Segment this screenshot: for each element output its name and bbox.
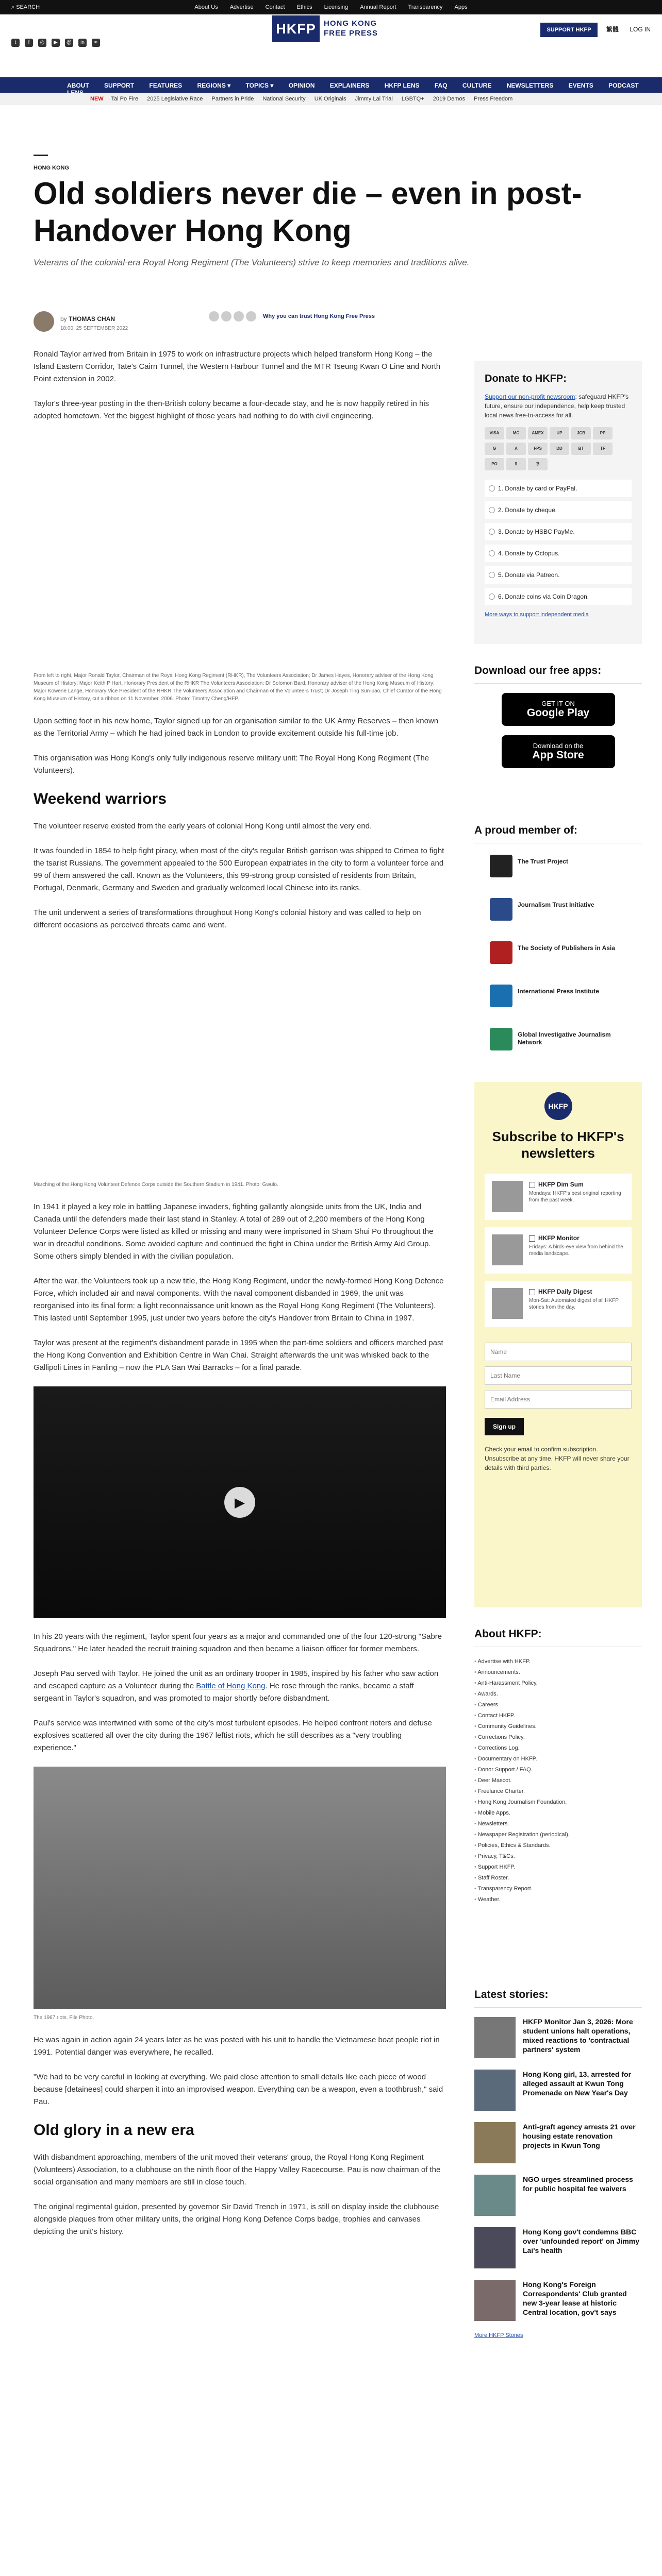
newsletter-checkbox[interactable] (529, 1235, 535, 1242)
about-link[interactable]: • Donor Support / FAQ. (474, 1765, 642, 1775)
share-icons (209, 311, 258, 324)
about-link[interactable]: • Mobile Apps. (474, 1808, 642, 1819)
member-logo[interactable] (474, 939, 642, 975)
more-stories-link[interactable]: More HKFP Stories (474, 2332, 523, 2338)
publish-date: 18:00, 25 SEPTEMBER 2022 (60, 326, 128, 331)
article-category[interactable]: HONG KONG (34, 165, 70, 171)
nav-item[interactable]: NEWSLETTERS (506, 82, 554, 89)
about-link[interactable]: • Careers. (474, 1700, 642, 1710)
about-link[interactable]: • Hong Kong Journalism Foundation. (474, 1797, 642, 1808)
first-name-input[interactable] (485, 1343, 632, 1361)
donate-option[interactable]: 6. Donate coins via Coin Dragon. (485, 588, 632, 605)
google-play-small: GET IT ON (541, 700, 575, 707)
about-box (474, 1628, 642, 1905)
proud-title: A proud member of: (474, 824, 642, 843)
article-video[interactable] (34, 1386, 446, 1618)
linkedin-icon[interactable]: in (78, 39, 87, 47)
section-heading: Weekend warriors (34, 790, 167, 807)
jti-icon (490, 898, 512, 921)
proud-member-box (474, 824, 642, 1069)
payment-card-icon: PO (485, 458, 504, 470)
top-link[interactable]: Advertise (229, 4, 254, 10)
login-link[interactable]: LOG IN (630, 26, 651, 33)
donate-option[interactable]: 5. Donate via Patreon. (485, 566, 632, 584)
newsletter-option[interactable] (485, 1281, 632, 1327)
logo-mark: HKFP (272, 15, 320, 42)
story-item[interactable] (474, 2280, 642, 2326)
about-link[interactable]: • Advertise with HKFP. (474, 1656, 642, 1667)
paragraph (34, 1668, 446, 1705)
new-badge: NEW (90, 96, 104, 102)
donate-option[interactable]: 3. Donate by HSBC PayMe. (485, 523, 632, 540)
trending-link[interactable]: UK Originals (314, 96, 346, 102)
about-link[interactable]: • Corrections Policy. (474, 1732, 642, 1743)
newsletter-option[interactable] (485, 1227, 632, 1274)
paragraph: The unit underwent a series of transformations throughout Hong Kong's colonial history and was called to help on different occasions as perceived threats came and went. (34, 908, 421, 929)
payment-card-icon: ₿ (528, 458, 548, 470)
paragraph: The volunteer reserve existed from the early years of colonial Hong Kong until almost the very end. (34, 822, 372, 831)
payment-methods (485, 427, 632, 473)
trending-link[interactable]: Tai Po Fire (111, 96, 139, 102)
gijn-icon (490, 1028, 512, 1050)
logo-text: HONG KONG FREE PRESS (324, 19, 378, 38)
donate-option[interactable]: 1. Donate by card or PayPal. (485, 480, 632, 497)
paragraph: It was founded in 1854 to help fight piracy, when most of the city's regular British garrison was shipped to Crimea to fight the tsarist Russians. The government appealed to the 500 European expatriates in the city to form a volunteer force and 99 of them answered the call. Known as the Volunteers, this 99-strong group consisted of residents from Britain, Portugal, Denmark, Germany and Sweden and gradually welcomed local Chinese into its ranks. (34, 846, 444, 892)
donate-option[interactable]: 2. Donate by cheque. (485, 501, 632, 519)
nav-item[interactable]: FAQ (434, 82, 448, 89)
trending-link[interactable]: Jimmy Lai Trial (355, 96, 393, 102)
facebook-icon[interactable]: f (25, 39, 33, 47)
photo-caption: The 1967 riots. File Photo. (34, 2015, 94, 2021)
top-link[interactable]: Apps (454, 4, 468, 10)
payment-card-icon: AMEX (528, 427, 548, 439)
story-item[interactable] (474, 2070, 642, 2116)
nav-item[interactable]: TOPICS ▾ (245, 82, 274, 89)
header-actions (540, 23, 651, 37)
nav-item[interactable]: PODCAST (608, 82, 639, 89)
newsletter-checkbox[interactable] (529, 1289, 535, 1295)
story-headline[interactable]: Anti-graft agency arrests 21 over housing estate renovation projects in Kwun Tong (523, 2123, 636, 2149)
newsletter-thumb (492, 1181, 523, 1212)
paragraph: The original regimental guidon, presented by governor Sir David Trench in 1971, is still on display inside the clubhouse alongside plaques from other military units, the original Hong Kong Defence Corps badge, trophies and canvases depicting the unit's history. (34, 2202, 439, 2236)
story-headline[interactable]: NGO urges streamlined process for public hospital fee waivers (523, 2175, 633, 2193)
donate-option[interactable]: 4. Donate by Octopus. (485, 545, 632, 562)
story-item[interactable] (474, 2017, 642, 2063)
nav-item[interactable]: REGIONS ▾ (197, 82, 231, 89)
paragraph: "We had to be very careful in looking at everything. We paid close attention to small details like each piece of wood because [detainees] could sharpen it into an improvised weapon. Everything can be a weapon, even a toothbrush," said Pau. (34, 2073, 443, 2106)
payment-card-icon: BT (571, 443, 591, 455)
trust-project-icon (490, 855, 512, 877)
about-link[interactable]: • Weather. (474, 1894, 642, 1905)
nav-item[interactable]: ABOUT (67, 82, 89, 89)
paragraph: In 1941 it played a key role in battling Japanese invaders, fighting gallantly alongside units from the UK, India and Canada until the defenders made their last stand in Stanley. A total of 289 out of 2,200 members of the Hong Kong Volunteer Defence Corps were listed as killed or missing and many were imprisoned in Sham Shui Po throughout the war in dreadful conditions. Some avoided capture and continued the fight in China under the British Army Aid Group. Some others simply blended in with the civilian population. (34, 1202, 434, 1261)
about-link[interactable]: • Staff Roster. (474, 1873, 642, 1884)
payment-card-icon: DD (550, 443, 569, 455)
article-subtitle: Veterans of the colonial-era Royal Hong Regiment (The Volunteers) strive to keep memories and traditions alive. (34, 258, 470, 267)
newsletter-desc: Mon-Sat: Automated digest of all HKFP stories from the day. (529, 1298, 619, 1310)
about-link[interactable]: • Policies, Ethics & Standards. (474, 1840, 642, 1851)
paragraph-text: Joseph Pau served with Taylor. He joined the unit as an ordinary trooper in 1985, inspired by his father who saw action and escaped capture as a Volunteer during the (34, 1669, 439, 1690)
payment-card-icon: $ (506, 458, 526, 470)
author-prefix: by (60, 315, 67, 323)
top-link[interactable]: Transparency (408, 4, 443, 10)
battle-link[interactable]: Battle of Hong Kong (196, 1682, 266, 1690)
member-name: Global Investigative Journalism Network (518, 1031, 611, 1046)
apps-title: Download our free apps: (474, 665, 642, 684)
payment-card-icon: A (506, 443, 526, 455)
article-photo (34, 435, 446, 667)
article-title: Old soldiers never die – even in post-Handover Hong Kong (34, 176, 582, 248)
trust-link[interactable]: Why you can trust Hong Kong Free Press (263, 313, 375, 319)
paragraph: After the war, the Volunteers took up a new title, the Hong Kong Regiment, under the newly-formed Hong Kong Defence Force, which included air and naval components. With the naval component disbanded in 1969, the unit was reorganised into its final form: a light reconnaissance unit known as the Royal Hong Kong Regiment (The Volunteers). This lasted until September 1995, just under two years before the city's Handover from Britain to China in 1997. (34, 1277, 444, 1323)
story-item[interactable] (474, 2175, 642, 2221)
about-link[interactable]: • Corrections Log. (474, 1743, 642, 1754)
trending-bar (0, 93, 662, 105)
site-logo[interactable] (272, 15, 390, 42)
top-link[interactable]: Annual Report (360, 4, 396, 10)
nav-item[interactable]: EXPLAINERS (329, 82, 370, 89)
more-support-link[interactable]: More ways to support independent media (485, 612, 589, 618)
newsletter-note: Check your email to confirm subscription. Unsubscribe at any time. HKFP will never share your details with third parties. (485, 1446, 630, 1471)
about-link[interactable]: • Deer Mascot. (474, 1775, 642, 1786)
latest-stories-box (474, 1989, 642, 2338)
stories-title: Latest stories: (474, 1989, 642, 2008)
payment-card-icon: JCB (571, 427, 591, 439)
payment-card-icon: PP (593, 427, 613, 439)
about-link[interactable]: • Anti-Harassment Policy. (474, 1678, 642, 1689)
payment-card-icon: TF (593, 443, 613, 455)
twitter-icon[interactable]: t (11, 39, 20, 47)
section-heading: Old glory in a new era (34, 2122, 194, 2139)
top-link[interactable]: Contact (265, 4, 285, 10)
search-label: SEARCH (16, 4, 40, 10)
newsletter-name: HKFP Dim Sum (538, 1181, 584, 1188)
story-thumb (474, 2227, 516, 2268)
about-link[interactable]: • Transparency Report. (474, 1884, 642, 1894)
member-logo[interactable] (474, 1026, 642, 1062)
story-thumb (474, 2122, 516, 2163)
sopa-icon (490, 941, 512, 964)
member-logo[interactable] (474, 896, 642, 932)
last-name-input[interactable] (485, 1366, 632, 1385)
google-play-button[interactable] (502, 693, 615, 726)
about-link[interactable]: • Newsletters. (474, 1819, 642, 1829)
byline (34, 311, 446, 342)
top-bar (0, 0, 662, 14)
top-link[interactable]: Ethics (296, 4, 312, 10)
share-icon[interactable] (246, 311, 256, 321)
category-rule (34, 155, 48, 156)
about-link[interactable]: • Newspaper Registration (periodical). (474, 1829, 642, 1840)
donate-box (474, 361, 642, 644)
payment-card-icon: UP (550, 427, 569, 439)
share-icon[interactable] (234, 311, 244, 321)
nav-item[interactable]: SUPPORT (104, 82, 135, 89)
story-headline[interactable]: Hong Kong girl, 13, arrested for alleged assault at Kwun Tong Promenade on New Year's Day (523, 2070, 632, 2097)
article-body (34, 348, 446, 2250)
trending-link[interactable]: 2025 Legislative Race (147, 96, 203, 102)
newsletter-title: Subscribe to HKFP's newsletters (492, 1129, 624, 1161)
social-icons (11, 37, 105, 47)
search-link[interactable]: ⌕ SEARCH (11, 4, 40, 10)
play-icon[interactable]: ▶ (224, 1487, 255, 1518)
about-link[interactable]: • Freelance Charter. (474, 1786, 642, 1797)
member-logo[interactable] (474, 982, 642, 1019)
newsletter-checkbox[interactable] (529, 1182, 535, 1188)
email-input[interactable] (485, 1390, 632, 1409)
threads-icon[interactable]: @ (65, 39, 73, 47)
story-thumb (474, 2280, 516, 2321)
author-name[interactable]: THOMAS CHAN (69, 315, 115, 323)
trending-link[interactable]: LGBTQ+ (401, 96, 424, 102)
app-store-small: Download on the (533, 742, 584, 750)
paragraph: Paul's service was intertwined with some of the city's most turbulent episodes. He helped confront rioters and defuse explosives scattered all over the city during the 1967 leftist riots, which he still describes as a "very troubling experience." (34, 1719, 432, 1752)
story-headline[interactable]: Hong Kong's Foreign Correspondents' Club granted new 3-year lease at historic Central location, gov't says (523, 2280, 627, 2316)
payment-card-icon: G (485, 443, 504, 455)
newsletter-name: HKFP Daily Digest (538, 1288, 592, 1295)
google-play-big: Google Play (526, 707, 590, 719)
paragraph: Taylor's three-year posting in the then-British colony became a four-decade stay, and he is now happily retired in his adopted hometown. Yet the biggest highlight of those years had nothing to do with civil engineering. (34, 399, 429, 420)
apps-box (474, 665, 642, 777)
nav-item[interactable]: FEATURES (149, 82, 183, 89)
trending-link[interactable]: 2019 Demos (433, 96, 466, 102)
article-photo (34, 1767, 446, 2009)
donate-intro-text: : safeguard HKFP's future, ensure our independence, help keep trusted local news free-to-access for all. (485, 393, 629, 419)
about-list (474, 1656, 642, 1905)
story-thumb (474, 2017, 516, 2058)
paragraph: Taylor was present at the regiment's disbandment parade in 1995 when the part-time soldiers and officers marched past the Hong Kong Convention and Exhibition Centre in Wan Chai. Straight afterwards the unit was whisked back to the Gallipoli Lines in Fanling – now the PLA San Wai Barracks – for a final parade. (34, 1338, 443, 1372)
about-link[interactable]: • Awards. (474, 1689, 642, 1700)
about-link[interactable]: • Contact HKFP. (474, 1710, 642, 1721)
photo-caption: Marching of the Hong Kong Volunteer Defence Corps outside the Southern Stadium in 1941. Photo: Gwulo. (34, 1182, 278, 1188)
top-links (0, 4, 662, 10)
top-link[interactable]: Licensing (324, 4, 349, 10)
app-store-big: App Store (532, 749, 584, 761)
donate-intro (485, 392, 632, 420)
about-link[interactable]: • Privacy, T&Cs. (474, 1851, 642, 1862)
author-avatar (34, 311, 54, 332)
app-store-button[interactable] (502, 735, 615, 768)
author-line (60, 315, 115, 323)
nav-item[interactable]: CULTURE (462, 82, 492, 89)
trending-link[interactable]: Press Freedom (474, 96, 513, 102)
paragraph: He was again in action again 24 years later as he was posted with his unit to handle the Vietnamese boat people riot in 1991. Potential danger was everywhere, he recalled. (34, 2036, 440, 2057)
about-link[interactable]: • Documentary on HKFP. (474, 1754, 642, 1765)
payment-card-icon: VISA (485, 427, 504, 439)
article-photo (34, 944, 446, 1176)
nav-item[interactable]: HKFP LENS (384, 82, 420, 89)
member-name: International Press Institute (518, 988, 600, 995)
about-title: About HKFP: (474, 1628, 642, 1647)
donate-intro-link[interactable]: Support our non-profit newsroom (485, 393, 575, 400)
member-logo[interactable] (474, 853, 642, 889)
member-name: Journalism Trust Initiative (518, 901, 594, 908)
signup-button[interactable]: Sign up (485, 1418, 524, 1435)
paragraph: In his 20 years with the regiment, Taylor spent four years as a major and commanded one of the four 120-strong "Sabre Squadrons." He later headed the recruit training squadron and then became a liaison officer for former members. (34, 1632, 442, 1653)
hkfp-badge-icon: HKFP (544, 1092, 572, 1120)
main-nav (0, 77, 662, 93)
about-link[interactable]: • Community Guidelines. (474, 1721, 642, 1732)
payment-card-icon: FPS (528, 443, 548, 455)
youtube-icon[interactable]: ▶ (52, 39, 60, 47)
ipi-icon (490, 985, 512, 1007)
payment-card-icon: MC (506, 427, 526, 439)
member-name: The Trust Project (518, 858, 569, 865)
paragraph: Ronald Taylor arrived from Britain in 1975 to work on infrastructure projects which helped transform Hong Kong – the Island Eastern Corridor, Tate's Cairn Tunnel, the Western Harbour Tunnel and the MTR Tseung Kwan O Line and North Point extension in 2002. (34, 350, 441, 383)
story-thumb (474, 2070, 516, 2111)
newsletter-name: HKFP Monitor (538, 1234, 580, 1242)
newsletter-desc: Fridays: A birds-eye view from behind the media landscape. (529, 1244, 623, 1257)
newsletter-desc: Mondays: HKFP's best original reporting from the past week. (529, 1191, 621, 1203)
trending-link[interactable]: Partners in Pride (211, 96, 254, 102)
story-item[interactable] (474, 2227, 642, 2274)
trending-link[interactable]: National Security (262, 96, 306, 102)
nav-item[interactable]: EVENTS (568, 82, 593, 89)
language-switch[interactable]: 繁體 (606, 26, 619, 33)
story-item[interactable] (474, 2122, 642, 2168)
instagram-icon[interactable]: ◎ (38, 39, 46, 47)
story-headline[interactable]: Hong Kong gov't condemns BBC over 'unfounded report' on Jimmy Lai's health (523, 2228, 640, 2255)
about-link[interactable]: • Announcements. (474, 1667, 642, 1678)
about-link[interactable]: • Support HKFP. (474, 1862, 642, 1873)
newsletter-box (474, 1082, 642, 1607)
story-headline[interactable]: HKFP Monitor Jan 3, 2026: More student unions halt operations, mixed reactions to 'contractual partners' system (523, 2018, 633, 2054)
photo-caption: From left to right, Major Ronald Taylor, Chairman of the Royal Hong Kong Regiment (RHKR), The Volunteers Association; Dr James Hayes, Honorary adviser of the Hong Kong Museum of History; Major Keith P Hart, Honorary President of the RHKR The Volunteers Association; Dr Solomon Bard, Honorary adviser of the Hong Kong Museum of History; Major Kowene Lange, Honorary Vice President of the RHKR The Volunteers Association and Chairman of the Volunteers Trust; Dr Joseph Ting Sun-pao, Chief Curator of the Hong Kong Museum of History, cut a ribbon on 11 November, 2006. Photo: Timothy Cheng/HFP. (34, 673, 442, 702)
share-icon[interactable] (221, 311, 231, 321)
share-icon[interactable] (209, 311, 219, 321)
newsletter-option[interactable] (485, 1174, 632, 1220)
newsletter-thumb (492, 1234, 523, 1265)
paragraph: This organisation was Hong Kong's only fully indigenous reserve military unit: The Royal Hong Kong Regiment (The Volunteers). (34, 754, 429, 775)
top-link[interactable]: About Us (194, 4, 218, 10)
paragraph-text: . He rose through the ranks, became a staff sergeant in Taylor's squadron, and was promoted to major shortly before disbandment. (34, 1682, 414, 1703)
paragraph: With disbandment approaching, members of the unit moved their veterans' group, the Royal Hong Kong Regiment (Volunteers) Association, to a clubhouse on the ninth floor of the Happy Valley Racecourse. Pau is now chairman of the social organisation and many members are still in close touch. (34, 2153, 441, 2187)
donate-title: Donate to HKFP: (485, 373, 567, 384)
paragraph: Upon setting foot in his new home, Taylor signed up for an organisation similar to the UK Army Reserves – then known as the Territorial Army – which he had joined back in London to provide excitement outside his full-time job. (34, 717, 439, 738)
nav-item[interactable]: OPINION (288, 82, 315, 89)
support-hkfp-button[interactable]: SUPPORT HKFP (540, 23, 597, 37)
rss-icon[interactable]: ≈ (92, 39, 100, 47)
member-name: The Society of Publishers in Asia (518, 944, 615, 952)
newsletter-thumb (492, 1288, 523, 1319)
story-thumb (474, 2175, 516, 2216)
